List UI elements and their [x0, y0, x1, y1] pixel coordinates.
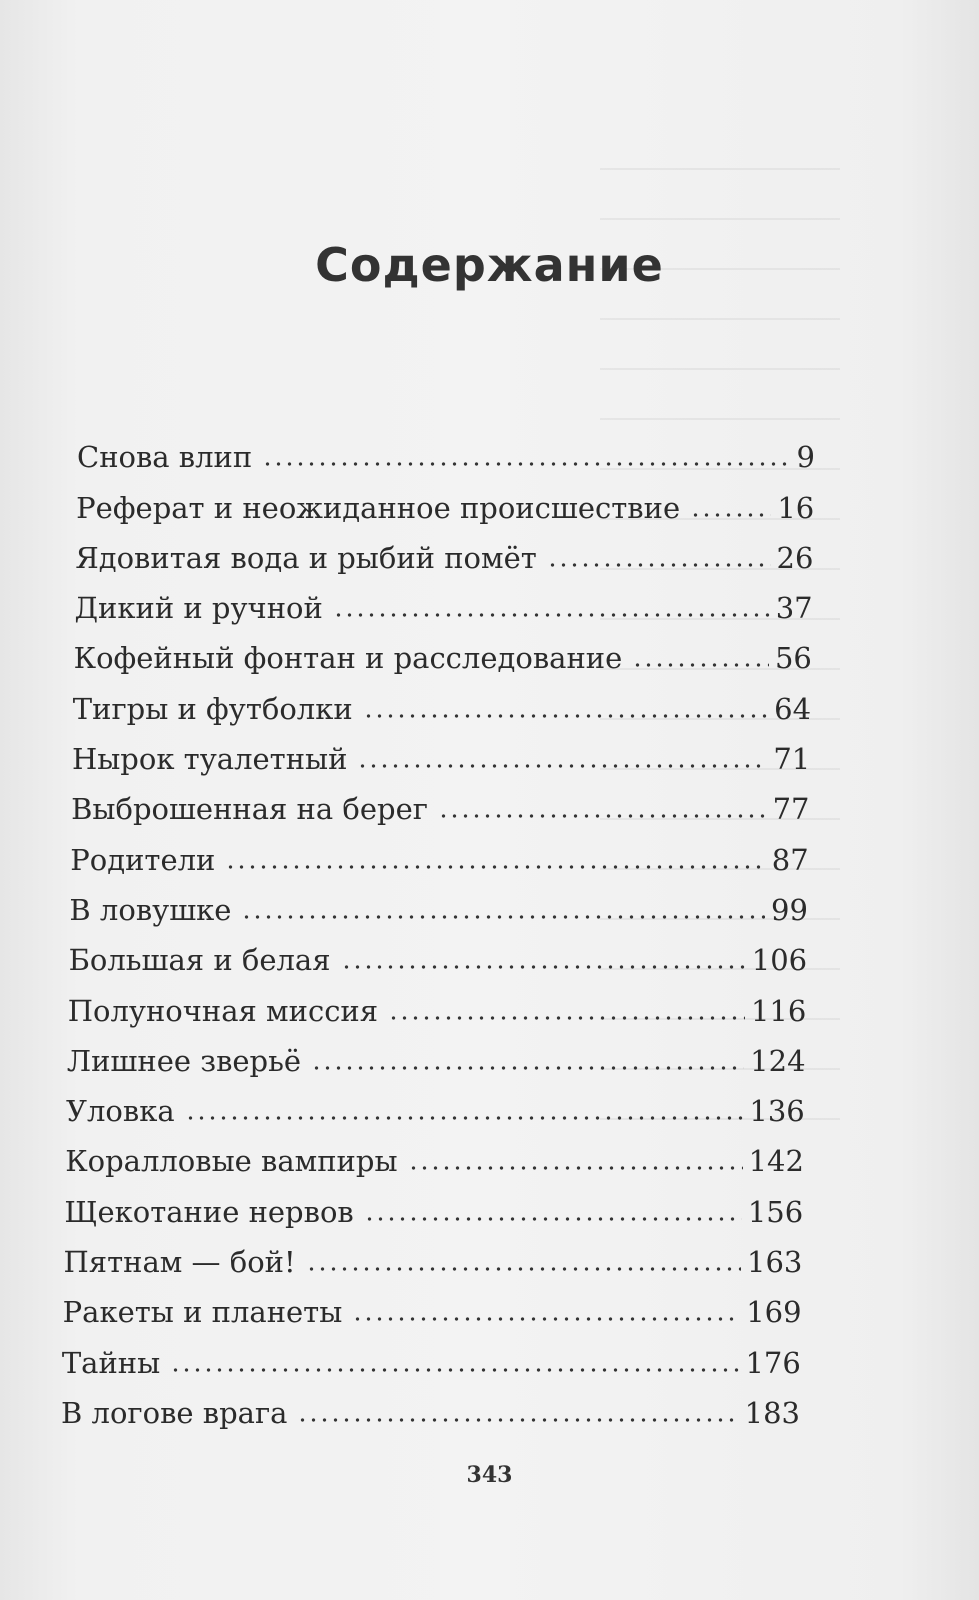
toc-entry-page: 9: [796, 440, 815, 475]
toc-entry-page: 71: [773, 742, 811, 777]
dot-leader: [185, 1115, 744, 1121]
toc-entry-page: 124: [750, 1043, 806, 1078]
table-of-contents: [0, 432, 979, 1438]
dot-leader: [690, 512, 771, 518]
toc-entry: [0, 1388, 979, 1438]
dot-leader: [297, 1417, 738, 1423]
toc-entry: [0, 1036, 979, 1086]
toc-entry: [0, 1237, 979, 1287]
toc-entry-title: Ракеты и планеты: [62, 1295, 343, 1330]
dot-leader: [357, 763, 767, 769]
toc-entry: [0, 734, 979, 784]
dot-leader: [311, 1065, 744, 1071]
toc-entry: [0, 482, 979, 532]
toc-entry-page: 99: [771, 892, 808, 927]
toc-entry-title: Выброшенная на берег: [71, 792, 428, 827]
toc-entry: [0, 683, 979, 733]
toc-entry-title: Пятнам — бой!: [63, 1245, 296, 1280]
dot-leader: [388, 1015, 745, 1021]
dot-leader: [262, 461, 790, 467]
toc-entry-title: Большая и белая: [68, 943, 331, 978]
toc-entry-page: 169: [746, 1295, 802, 1330]
toc-entry: [0, 583, 979, 633]
toc-entry-page: 56: [774, 641, 812, 676]
toc-entry: [0, 533, 979, 583]
toc-entry-title: Щекотание нервов: [64, 1194, 354, 1229]
toc-entry-page: 87: [771, 842, 809, 877]
toc-entry-title: Нырок туалетный: [71, 742, 348, 777]
toc-entry: [0, 784, 979, 834]
dot-leader: [363, 713, 768, 719]
toc-entry-title: Кофейный фонтан и расследование: [73, 641, 623, 676]
toc-entry-page: 37: [775, 591, 813, 626]
toc-entry-page: 163: [747, 1245, 803, 1280]
toc-entry-page: 26: [776, 540, 814, 575]
toc-entry-title: Ядовитая вода и рыбий помёт: [75, 540, 537, 575]
toc-entry-page: 136: [749, 1094, 805, 1129]
toc-entry-page: 156: [747, 1194, 804, 1229]
toc-entry-page: 64: [774, 691, 812, 726]
dot-leader: [333, 612, 770, 618]
dot-leader: [341, 964, 746, 970]
toc-entry: [0, 633, 979, 683]
toc-entry: [0, 1287, 979, 1337]
toc-entry-title: Полуночная миссия: [67, 993, 379, 1028]
dot-leader: [306, 1266, 741, 1272]
toc-entry-page: 176: [745, 1345, 801, 1380]
dot-leader: [632, 662, 769, 668]
toc-entry: [0, 935, 979, 985]
toc-entry-page: 142: [748, 1144, 804, 1179]
toc-entry-title: В логове врага: [61, 1395, 288, 1430]
toc-entry-page: 116: [750, 993, 807, 1028]
dot-leader: [364, 1216, 742, 1222]
toc-entry-title: Уловка: [66, 1094, 175, 1129]
toc-entry-title: Дикий и ручной: [74, 591, 323, 626]
toc-entry-title: Тайны: [61, 1345, 161, 1380]
toc-entry-title: Коралловые вампиры: [65, 1144, 398, 1179]
toc-entry: [0, 1136, 979, 1186]
toc-entry: [0, 1186, 979, 1236]
toc-entry: [0, 1337, 979, 1387]
toc-entry-title: Тигры и футболки: [72, 691, 353, 726]
toc-entry: [0, 985, 979, 1035]
toc-entry-page: 16: [777, 490, 815, 525]
toc-entry-page: 183: [744, 1395, 800, 1430]
toc-entry-title: Лишнее зверьё: [66, 1043, 302, 1078]
toc-entry: [0, 1086, 979, 1136]
toc-entry-title: Родители: [70, 842, 216, 877]
toc-entry-title: Снова влип: [77, 440, 253, 475]
dot-leader: [170, 1367, 739, 1373]
dot-leader: [352, 1316, 740, 1322]
dot-leader: [241, 914, 765, 920]
toc-entry: [0, 834, 979, 884]
toc-entry-title: В ловушке: [69, 892, 232, 927]
dot-leader: [547, 562, 771, 568]
dot-leader: [225, 864, 765, 870]
toc-entry-page: 77: [772, 792, 810, 827]
dot-leader: [408, 1165, 743, 1171]
toc-entry: [0, 432, 979, 482]
toc-entry: [0, 885, 979, 935]
page-number: 343: [466, 1462, 513, 1488]
toc-entry-title: Реферат и неожиданное происшествие: [76, 490, 681, 525]
dot-leader: [438, 813, 767, 819]
page-title: Содержание: [315, 238, 664, 292]
toc-entry-page: 106: [751, 943, 808, 978]
